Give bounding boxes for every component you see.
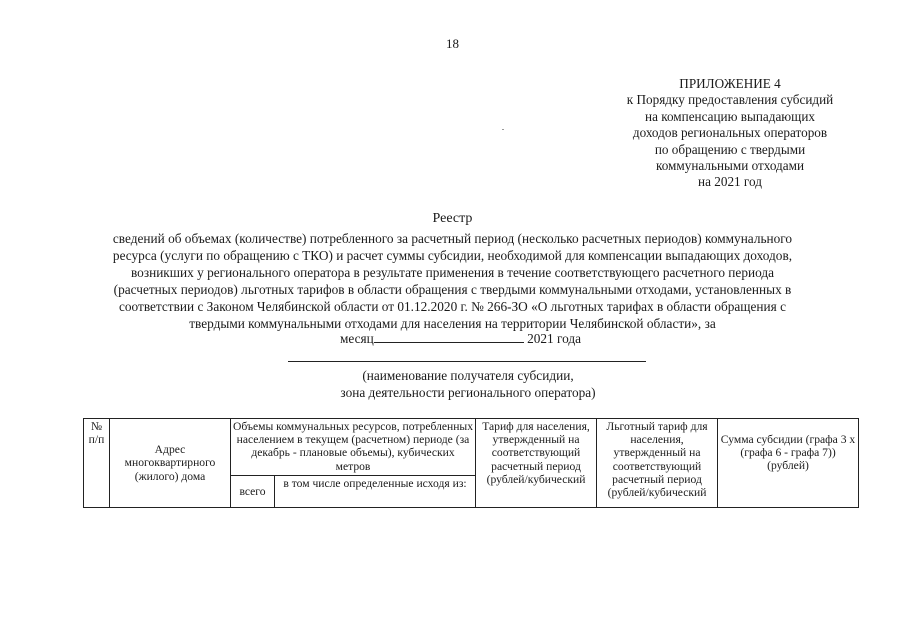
header-volume-total: всего	[231, 475, 275, 507]
register-line: соответствии с Законом Челябинской области от 01.12.2020 г. № 266-ЗО «О льготных тарифах в области обращения с	[119, 299, 786, 314]
register-line: сведений об объемах (количестве) потребленного за расчетный период (несколько расчетных периодов) коммунального	[112, 231, 793, 246]
recipient-blank-line	[288, 361, 646, 362]
register-description	[60, 230, 845, 332]
appendix-title: ПРИЛОЖЕНИЕ 4	[679, 76, 781, 91]
appendix-line: к Порядку предоставления субсидий	[626, 92, 834, 108]
register-line: возникших у регионального оператора в результате применения в течение соответствующего расчетного периода	[130, 265, 775, 280]
appendix-line: доходов региональных операторов	[632, 125, 828, 141]
register-table	[83, 418, 859, 508]
header-subsidy-amount: Сумма субсидии (графа 3 х (графа 6 - графа 7)) (рублей)	[718, 419, 859, 508]
header-preferential-tariff: Льготный тариф для населения, утвержденный на соответствующий расчетный период (рублей/кубический	[597, 419, 718, 508]
period-line	[340, 331, 581, 347]
header-volumes: Объемы коммунальных ресурсов, потребленных населением в текущем (расчетном) периоде (за декабрь - плановые объемы), кубических метров	[231, 419, 476, 476]
recipient-caption	[290, 367, 646, 401]
appendix-line: на 2021 год	[698, 174, 762, 190]
month-blank-field	[374, 331, 524, 343]
recipient-line: (наименование получателя субсидии,	[362, 368, 574, 383]
register-line: твердыми коммунальными отходами для населения на территории Челябинской области», за	[189, 316, 716, 331]
register-line: ресурса (услуги по обращению с ТКО) и расчет суммы субсидии, необходимой для компенсации выпадающих доходов,	[112, 248, 793, 263]
register-line: (расчетных периодов) льготных тарифов в области обращения с твердыми коммунальными отходами, установленных в	[113, 282, 792, 297]
header-volume-including: в том числе определенные исходя из:	[275, 475, 476, 507]
appendix-line: коммунальными отходами	[655, 158, 805, 174]
appendix-line: по обращению с твердыми	[654, 141, 806, 157]
year-label: 2021 года	[527, 331, 582, 346]
appendix-header	[598, 76, 862, 191]
month-label: месяц	[340, 331, 374, 346]
page-number: 18	[446, 36, 459, 51]
scan-speck	[502, 129, 504, 130]
header-number: № п/п	[84, 419, 110, 508]
header-tariff: Тариф для населения, утвержденный на соответствующий расчетный период (рублей/кубический	[476, 419, 597, 508]
register-title: Реестр	[432, 211, 473, 226]
recipient-line: зона деятельности регионального оператора)	[340, 385, 596, 400]
header-address: Адрес многоквартирного (жилого) дома	[110, 419, 231, 508]
appendix-line: на компенсацию выпадающих	[645, 108, 815, 124]
